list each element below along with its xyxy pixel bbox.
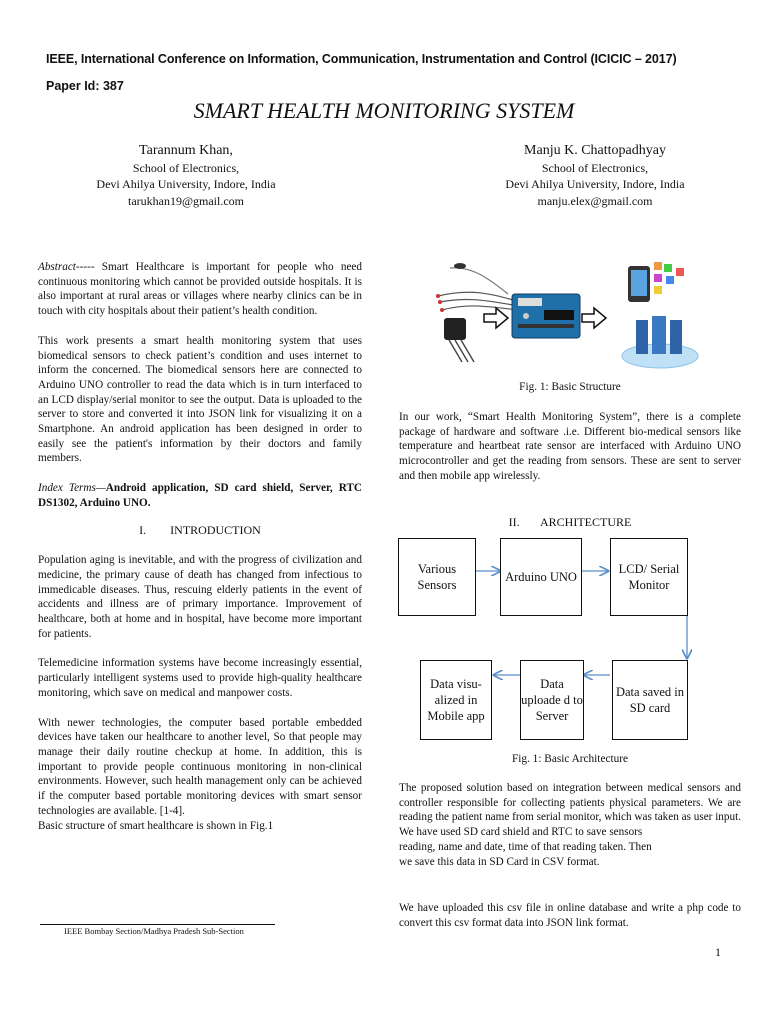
author-2 bbox=[470, 143, 720, 209]
footnote: IEEE Bombay Section/Madhya Pradesh Sub-Section bbox=[64, 926, 244, 936]
conference-header: IEEE, International Conference on Information, Communication, Instrumentation and Control (ICICIC – 2017) bbox=[46, 52, 677, 66]
footnote-rule bbox=[40, 924, 275, 925]
section-heading-introduction: I. INTRODUCTION bbox=[139, 522, 261, 537]
paper-title: SMART HEALTH MONITORING SYSTEM bbox=[193, 98, 575, 123]
paper-id: Paper Id: 387 bbox=[46, 79, 124, 93]
right-paragraph-2a: The proposed solution based on integration between medical sensors and controller responsible for collecting patients physical parameters. We are reading the patient name from serial monitor, which was taken as user input. We have used SD card shield and RTC to save sensors bbox=[399, 782, 741, 839]
box-lcd-serial-monitor: LCD/ Serial Monitor bbox=[610, 538, 688, 616]
page-number: 1 bbox=[715, 945, 721, 959]
figure-1-caption: Fig. 1: Basic Structure bbox=[519, 381, 621, 393]
arduino-board-icon bbox=[512, 294, 580, 338]
author-2-email: manju.elex@gmail.com bbox=[537, 193, 653, 208]
cloud-server-icon bbox=[622, 316, 698, 368]
index-terms-label: Index Terms— bbox=[38, 482, 106, 495]
author-2-univ: Devi Ahilya University, Indore, India bbox=[505, 177, 685, 191]
author-1-dept: School of Electronics, bbox=[132, 160, 240, 175]
intro-paragraph-2: Telemedicine information systems have become increasingly essential, particularly intelligent systems used to provide high-quality healthcare monitoring, which save on medical and manpower costs. bbox=[38, 657, 362, 699]
sensor-probe-icon bbox=[436, 263, 520, 312]
left-column bbox=[38, 260, 362, 848]
right-paragraph-3: We have uploaded this csv file in online database and write a php code to convert this csv format data into JSON link format. bbox=[399, 902, 741, 929]
box-mobile-app: Data visu- alized in Mobile app bbox=[420, 660, 492, 740]
author-1 bbox=[56, 143, 316, 209]
right-paragraph-2c: we save this data in SD Card in CSV format. bbox=[399, 855, 600, 868]
box-upload-server: Data uploade d to Server bbox=[520, 660, 584, 740]
intro-paragraph-3: With newer technologies, the computer based portable embedded devices have taken our healthcare to another level, So that people may manage their daily routine checkup at home. In addition, this is important to provide people continuous monitoring in non-clinical environments. However, such health management only can be achieved if the computer based portable monitoring devices with smart sensor technologies are available. [1-4]. bbox=[38, 716, 362, 817]
author-1-univ: Devi Ahilya University, Indore, India bbox=[96, 177, 276, 191]
author-1-email: tarukhan19@gmail.com bbox=[127, 193, 245, 208]
box-sd-card: Data saved in SD card bbox=[612, 660, 688, 740]
intro-paragraph-1: Population aging is inevitable, and with the progress of civilization and medicine, the primary cause of death has changed from infectious to immedicable diseases. Thus, rescuing elderly patients in the event of accidents and illness are of primary importance. Improvement of healthcare, both at home and in hospital, have become more important for patients. bbox=[38, 554, 362, 640]
abstract-label: Abstract----- bbox=[38, 261, 95, 273]
author-2-name: Manju K. Chattopadhyay bbox=[524, 143, 666, 158]
temperature-sensor-icon bbox=[444, 318, 474, 362]
smartphone-apps-icon bbox=[628, 262, 684, 302]
right-paragraph-2b: reading, name and date, time of that reading taken. Then bbox=[399, 840, 652, 853]
abstract bbox=[38, 260, 362, 319]
figure-2-caption: Fig. 1: Basic Architecture bbox=[511, 753, 629, 765]
right-paragraph-1: In our work, “Smart Health Monitoring System”, there is a complete package of hardware and software .i.e. Different bio-medical sensors like temperature and heartbeat rate sensor are interfaced with Arduino UNO microcontroller and get the reading from sensors. These are sent to server and then mobile app wirelessly. bbox=[399, 411, 741, 482]
author-2-dept: School of Electronics, bbox=[541, 160, 649, 175]
box-various-sensors: Various Sensors bbox=[398, 538, 476, 616]
abstract-text: Smart Healthcare is important for people who need continuous monitoring which cannot be provided outside hospitals. It is also important at rural areas or villages where nearby clinics can be in touch with city hospitals about their patient’s health condition. bbox=[38, 261, 362, 318]
arrow-right-icon bbox=[484, 308, 508, 328]
index-terms-text: Android application, SD card shield, Server, RTC DS1302, Arduino UNO. bbox=[38, 482, 362, 509]
abstract-paragraph-2: This work presents a smart health monitoring system that uses biomedical sensors to check patient’s condition and uses internet to inform the concerned. The biomedical sensors here are connected to Arduino UNO controller to read the data which is in turn interfaced to an LCD display/serial monitor to see the output. Data is uploaded to the server to store and converted it into JSON link for visualizing it on a Smartphone. An android application has been designed in order to easily see the patient's information by their doctors and family members. bbox=[38, 334, 362, 465]
arrow-right-icon bbox=[582, 308, 606, 328]
intro-paragraph-4: Basic structure of smart healthcare is shown in Fig.1 bbox=[38, 819, 274, 832]
section-heading-architecture: II. ARCHITECTURE bbox=[508, 515, 632, 529]
author-1-name: Tarannum Khan, bbox=[139, 143, 233, 158]
right-paragraph-2 bbox=[399, 781, 741, 869]
index-terms bbox=[38, 481, 362, 510]
figure-basic-structure bbox=[432, 258, 700, 374]
box-arduino-uno: Arduino UNO bbox=[500, 538, 582, 616]
